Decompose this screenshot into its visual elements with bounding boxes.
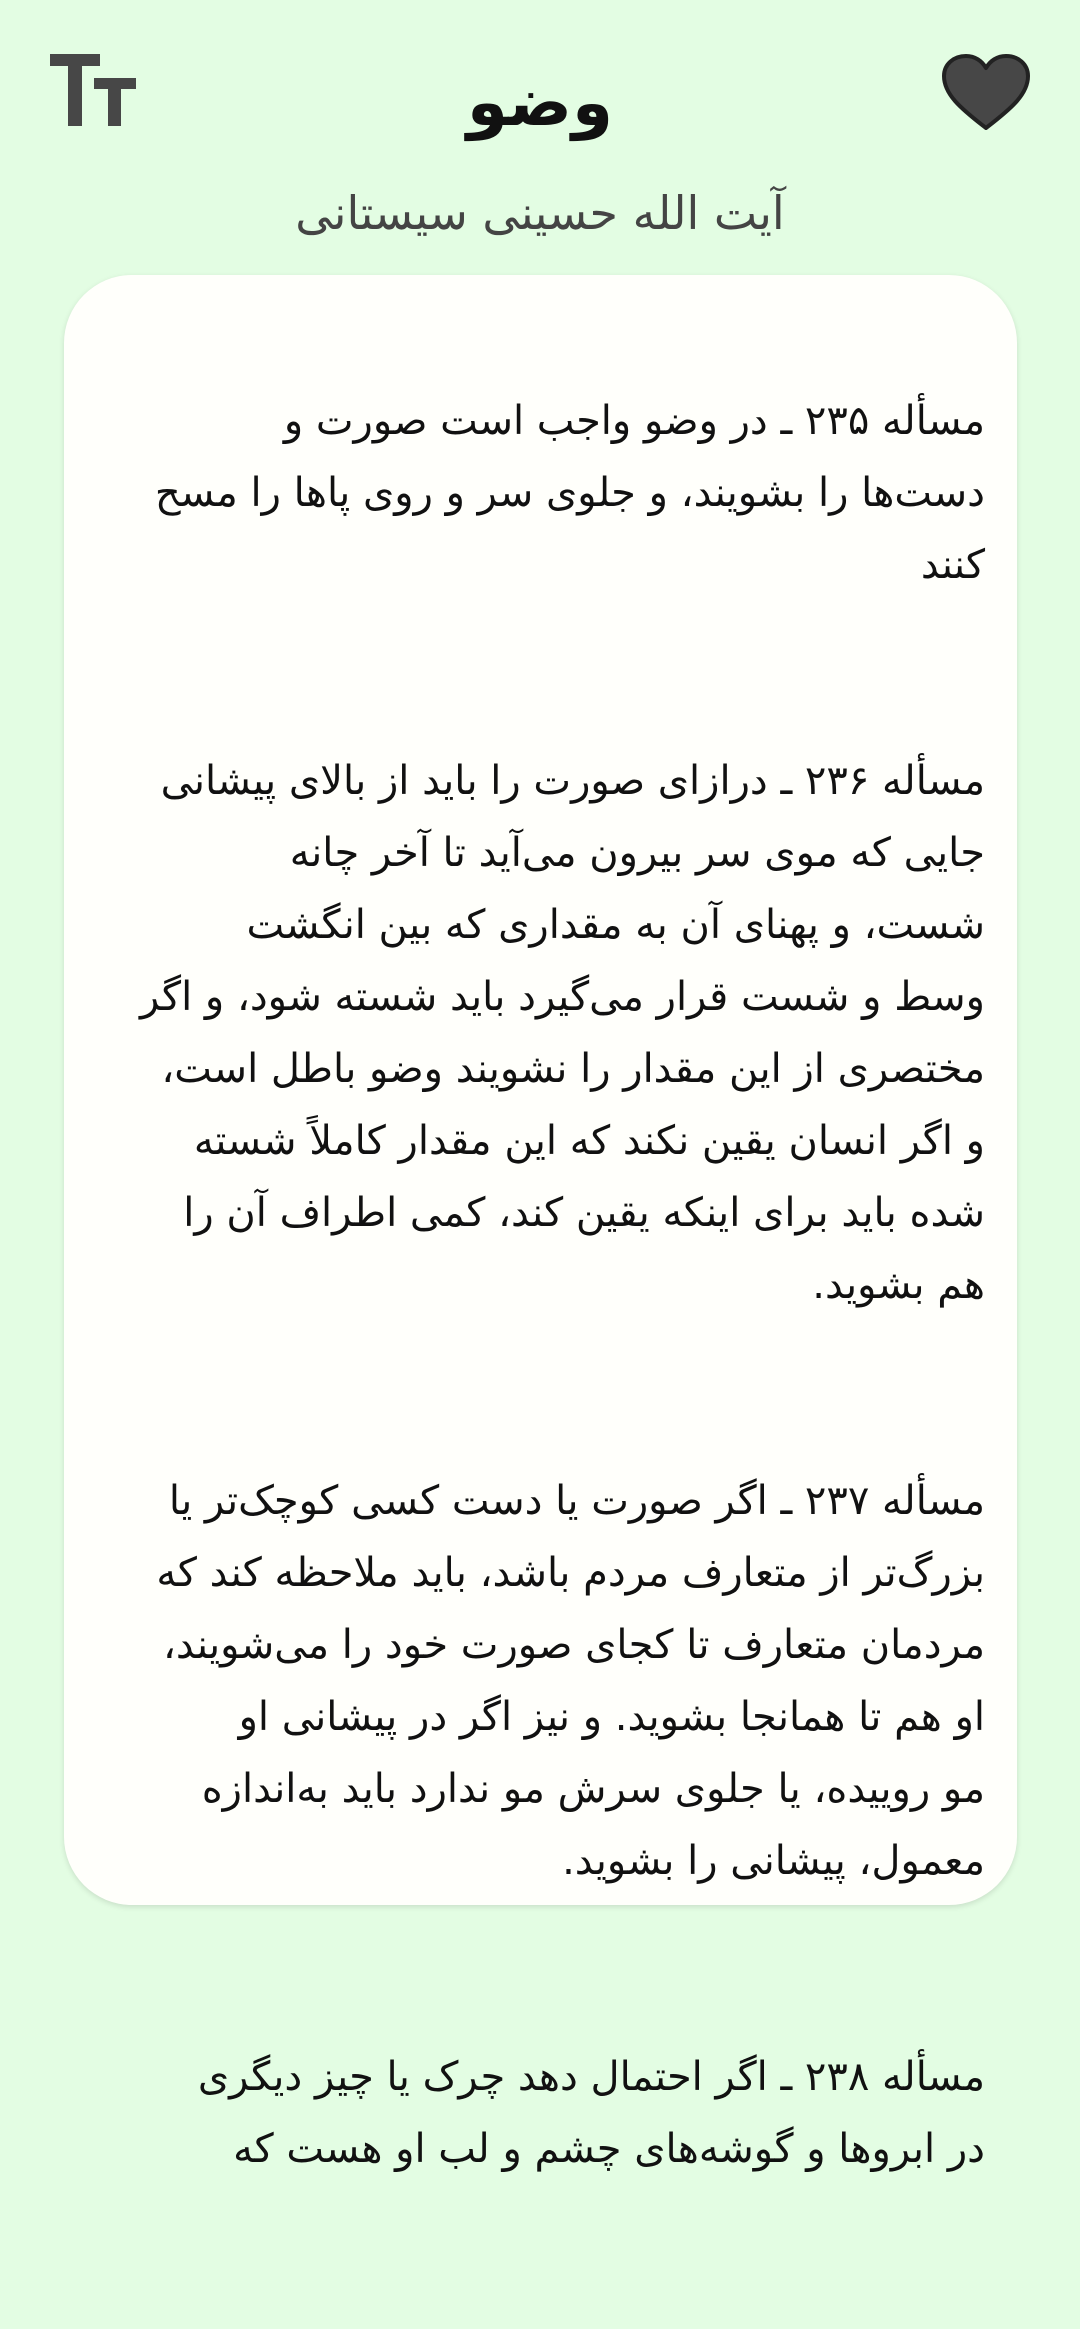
top-bar (0, 0, 1080, 240)
heart-icon (940, 52, 1032, 134)
favorite-button[interactable] (940, 52, 1032, 134)
content-card[interactable] (64, 275, 1017, 2172)
ruling-paragraph-236: مسأله ۲۳۶ ـ درازای صورت را باید از بالای پیشانی جایی که موی سر بیرون می‌آید تا آخر چانه شست، و پهنای آن به مقداری که بین انگشت وسط و شست قرار می‌گیرد باید شسته شود، و اگر مختصری از این مقدار را نشویند وضو باطل است، و اگر انسان یقین نکند که این مقدار کاملاً شسته شده باید برای اینکه یقین کند، کمی اطراف آن را هم بشوید. (139, 758, 985, 1308)
ruling-text (96, 313, 985, 2329)
page-title: وضو (466, 64, 614, 141)
page-subtitle: آیت الله حسینی سیستانی (295, 186, 785, 240)
ruling-paragraph-237: مسأله ۲۳۷ ـ اگر صورت یا دست کسی کوچک‌تر یا بزرگ‌تر از متعارف مردم باشد، باید ملاحظه کند که مردمان متعارف تا کجای صورت خود را می‌شویند، او هم تا همانجا بشوید. و نیز اگر در پیشانی او مو روییده، یا جلوی سرش مو ندارد باید به‌اندازه معمول، پیشانی را بشوید. (156, 1478, 985, 1884)
ruling-paragraph-235: مسأله ۲۳۵ ـ در وضو واجب است صورت و دست‌ها را بشویند، و جلوی سر و روی پاها را مسح کنند (154, 398, 985, 588)
ruling-paragraph-238: مسأله ۲۳۸ ـ اگر احتمال دهد چرک یا چیز دیگری در ابروها و گوشه‌های چشم و لب او هست که (197, 2054, 985, 2172)
